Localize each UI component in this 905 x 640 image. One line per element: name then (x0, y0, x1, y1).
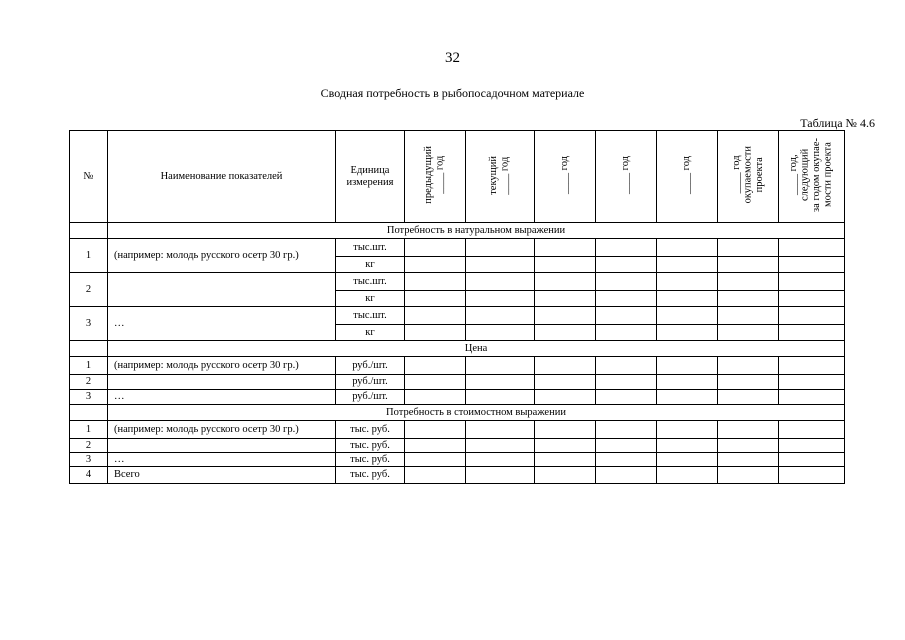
value-cell (596, 439, 657, 453)
header-year-3 (535, 131, 596, 223)
value-cell (466, 421, 535, 439)
value-cell (657, 439, 718, 453)
value-cell (596, 375, 657, 390)
value-cell (405, 307, 466, 325)
value-cell (657, 421, 718, 439)
table-row (70, 357, 845, 375)
value-cell (466, 307, 535, 325)
value-cell (535, 453, 596, 467)
row-number: 2 (70, 439, 108, 453)
value-cell (596, 239, 657, 257)
value-cell (405, 467, 466, 484)
value-cell (466, 390, 535, 405)
value-cell (779, 357, 845, 375)
value-cell (657, 307, 718, 325)
row-name: … (108, 453, 336, 467)
value-cell (466, 257, 535, 273)
value-cell (657, 257, 718, 273)
header-year-current-label: текущий ____ год (488, 155, 511, 195)
value-cell (657, 325, 718, 341)
value-cell (779, 439, 845, 453)
row-number: 3 (70, 390, 108, 405)
table-label: Таблица № 4.6 (800, 116, 875, 130)
value-cell (779, 390, 845, 405)
value-cell (535, 357, 596, 375)
section-title-value: Потребность в стоимостном выражении (108, 405, 845, 421)
value-cell (466, 239, 535, 257)
row-unit: тыс.шт. (336, 273, 405, 291)
header-year-payback (718, 131, 779, 223)
value-cell (535, 375, 596, 390)
value-cell (466, 453, 535, 467)
header-year-5 (657, 131, 718, 223)
header-year-4 (596, 131, 657, 223)
value-cell (596, 453, 657, 467)
header-year-previous-label: предыдущий ____ год (423, 146, 446, 204)
row-number: 1 (70, 357, 108, 375)
value-cell (657, 390, 718, 405)
value-cell (596, 467, 657, 484)
row-name (108, 273, 336, 307)
header-year-after-payback-label: ____ год, следующий за годом окупае- мости проекта (788, 138, 835, 212)
value-cell (466, 375, 535, 390)
value-cell (405, 257, 466, 273)
table-row (70, 467, 845, 484)
value-cell (657, 273, 718, 291)
value-cell (535, 467, 596, 484)
value-cell (535, 325, 596, 341)
value-cell (535, 273, 596, 291)
value-cell (535, 291, 596, 307)
value-cell (657, 239, 718, 257)
value-cell (718, 273, 779, 291)
value-cell (405, 375, 466, 390)
value-cell (466, 291, 535, 307)
table-row (70, 390, 845, 405)
value-cell (657, 453, 718, 467)
value-cell (718, 291, 779, 307)
value-cell (405, 273, 466, 291)
value-cell (596, 307, 657, 325)
value-cell (596, 421, 657, 439)
row-unit: тыс. руб. (336, 421, 405, 439)
value-cell (779, 375, 845, 390)
value-cell (466, 357, 535, 375)
row-number: 4 (70, 467, 108, 484)
value-cell (718, 453, 779, 467)
value-cell (718, 390, 779, 405)
value-cell (779, 239, 845, 257)
value-cell (405, 325, 466, 341)
section-row-value (70, 405, 845, 421)
value-cell (405, 239, 466, 257)
table-row (70, 307, 845, 325)
value-cell (718, 467, 779, 484)
row-name: … (108, 307, 336, 341)
row-name: (например: молодь русского осетр 30 гр.) (108, 421, 336, 439)
value-cell (718, 439, 779, 453)
row-number: 3 (70, 307, 108, 341)
row-name: … (108, 390, 336, 405)
table-row (70, 421, 845, 439)
row-unit: кг (336, 257, 405, 273)
value-cell (718, 307, 779, 325)
value-cell (596, 325, 657, 341)
value-cell (779, 257, 845, 273)
header-year-3-label: ____ год (559, 156, 571, 194)
value-cell (657, 357, 718, 375)
value-cell (596, 291, 657, 307)
value-cell (657, 291, 718, 307)
value-cell (718, 257, 779, 273)
value-cell (405, 390, 466, 405)
value-cell (779, 273, 845, 291)
table-body (70, 131, 845, 484)
page-number: 32 (445, 50, 460, 66)
row-name: Всего (108, 467, 336, 484)
section-spacer-cell (70, 341, 108, 357)
header-year-current (466, 131, 535, 223)
row-number: 2 (70, 273, 108, 307)
section-row-natural (70, 223, 845, 239)
value-cell (779, 453, 845, 467)
row-number: 1 (70, 421, 108, 439)
row-unit: руб./шт. (336, 357, 405, 375)
header-name: Наименование показателей (108, 131, 336, 223)
row-name: (например: молодь русского осетр 30 гр.) (108, 357, 336, 375)
table-row (70, 273, 845, 291)
value-cell (779, 307, 845, 325)
table-row (70, 439, 845, 453)
section-title-natural: Потребность в натуральном выражении (108, 223, 845, 239)
section-spacer-cell (70, 405, 108, 421)
value-cell (466, 439, 535, 453)
header-year-previous (405, 131, 466, 223)
value-cell (405, 357, 466, 375)
row-unit: руб./шт. (336, 375, 405, 390)
row-number: 2 (70, 375, 108, 390)
document-title: Сводная потребность в рыбопосадочном материале (320, 86, 585, 100)
value-cell (718, 239, 779, 257)
table-row (70, 453, 845, 467)
value-cell (718, 375, 779, 390)
table-row (70, 375, 845, 390)
value-cell (718, 421, 779, 439)
row-name (108, 375, 336, 390)
row-unit: кг (336, 291, 405, 307)
value-cell (535, 421, 596, 439)
value-cell (535, 257, 596, 273)
header-row (70, 131, 845, 223)
row-unit: тыс. руб. (336, 467, 405, 484)
row-unit: тыс.шт. (336, 239, 405, 257)
value-cell (405, 421, 466, 439)
value-cell (466, 325, 535, 341)
row-name (108, 439, 336, 453)
value-cell (535, 307, 596, 325)
value-cell (718, 325, 779, 341)
value-cell (596, 257, 657, 273)
header-year-payback-label: ____ год окупаемости проекта (730, 146, 765, 204)
value-cell (779, 325, 845, 341)
value-cell (466, 467, 535, 484)
value-cell (405, 453, 466, 467)
section-row-price (70, 341, 845, 357)
value-cell (405, 439, 466, 453)
header-num: № (70, 131, 108, 223)
section-spacer-cell (70, 223, 108, 239)
row-unit: руб./шт. (336, 390, 405, 405)
value-cell (535, 439, 596, 453)
value-cell (466, 273, 535, 291)
value-cell (779, 291, 845, 307)
value-cell (405, 291, 466, 307)
header-unit: Единица измерения (336, 131, 405, 223)
value-cell (535, 239, 596, 257)
row-name: (например: молодь русского осетр 30 гр.) (108, 239, 336, 273)
row-unit: тыс.шт. (336, 307, 405, 325)
header-year-5-label: ____ год (681, 156, 693, 194)
header-year-after-payback (779, 131, 845, 223)
value-cell (535, 390, 596, 405)
row-number: 1 (70, 239, 108, 273)
header-year-4-label: ____ год (620, 156, 632, 194)
row-unit: тыс. руб. (336, 453, 405, 467)
row-number: 3 (70, 453, 108, 467)
value-cell (718, 357, 779, 375)
value-cell (779, 467, 845, 484)
value-cell (779, 421, 845, 439)
value-cell (596, 357, 657, 375)
value-cell (657, 375, 718, 390)
value-cell (596, 390, 657, 405)
section-title-price: Цена (108, 341, 845, 357)
value-cell (596, 273, 657, 291)
table-row (70, 239, 845, 257)
row-unit: тыс. руб. (336, 439, 405, 453)
value-cell (657, 467, 718, 484)
summary-table (69, 130, 845, 484)
row-unit: кг (336, 325, 405, 341)
